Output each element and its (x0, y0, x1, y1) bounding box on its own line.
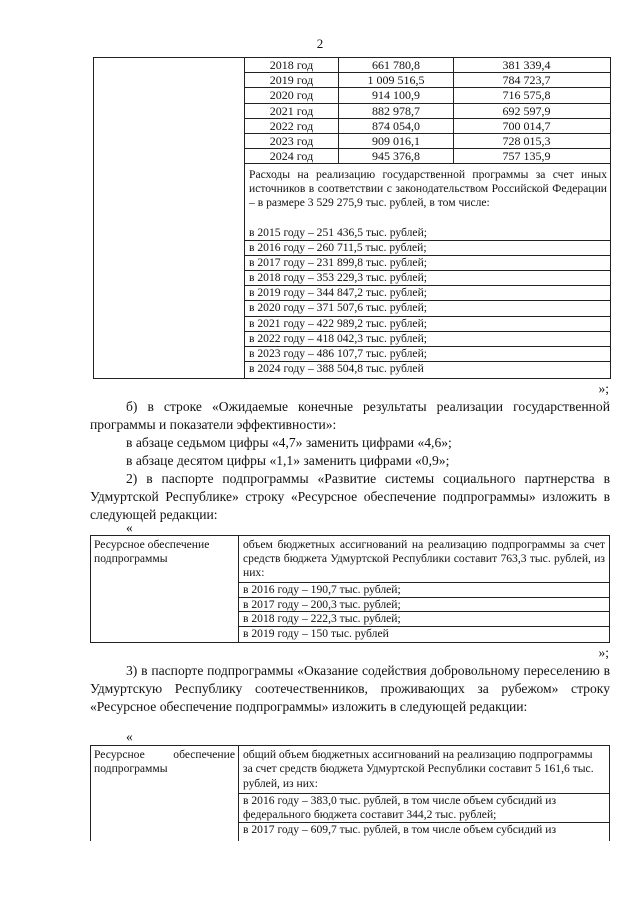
yearly-funding-rows (245, 58, 611, 164)
list-item: в 2017 году – 200,3 тыс. рублей; (239, 597, 609, 612)
row-label (91, 746, 239, 841)
table-row (245, 134, 611, 149)
list-item: в 2016 году – 190,7 тыс. рублей; (239, 582, 609, 597)
other-sources-list (245, 226, 611, 377)
year-cell: 2022 год (245, 119, 339, 133)
table-row (245, 73, 611, 88)
opening-quote: « (126, 520, 133, 535)
list-item: в 2017 году – 609,7 тыс. рублей, в том числе объем субсидий из (239, 822, 609, 837)
paragraph-3: 3) в паспорте подпрограммы «Оказание содействия добровольному переселению в Удмуртскую Республику соотечественников, проживающих за рубежом» строку «Ресурсное обеспечение подпрограммы» изложить в следующей редакции: (90, 663, 610, 714)
list-item: в 2023 году – 486 107,7 тыс. рублей; (245, 347, 611, 362)
closing-quote: »; (598, 645, 609, 660)
value-cell: 661 780,8 (339, 58, 454, 72)
year-cell: 2021 год (245, 104, 339, 118)
subprogram-resource-table-1 (90, 535, 610, 643)
resource-table-continuation (93, 57, 611, 379)
table-row (245, 88, 611, 103)
paragraph-b: б) в строке «Ожидаемые конечные результаты реализации государственной программы и показатели эффективности»: (90, 399, 610, 432)
value-cell: 757 135,9 (502, 149, 551, 164)
value-cell: 909 016,1 (339, 134, 454, 148)
value-cell: 716 575,8 (502, 88, 551, 103)
year-cell: 2023 год (245, 134, 339, 148)
page-number: 2 (316, 36, 324, 51)
paragraph-2: 2) в паспорте подпрограммы «Развитие системы социального партнерства в Удмуртской Республике» строку «Ресурсное обеспечение подпрограммы» изложить в следующей редакции: (90, 471, 610, 522)
list-item: в 2018 году – 353 229,3 тыс. рублей; (245, 271, 611, 286)
row-label: Ресурсное обеспечение подпрограммы (91, 536, 239, 642)
list-item: в 2021 году – 422 989,2 тыс. рублей; (245, 317, 611, 332)
value-cell: 945 376,8 (339, 149, 454, 163)
list-item: в 2022 году – 418 042,3 тыс. рублей; (245, 332, 611, 347)
funding-text: объем бюджетных ассигнований на реализацию подпрограммы за счет средств бюджета Удмуртской Республики составит 763,3 тыс. рублей, из них: (243, 538, 605, 579)
year-cell: 2018 год (245, 58, 339, 72)
list-item: в 2016 году – 383,0 тыс. рублей, в том числе объем субсидий из федерального бюджета составит 344,2 тыс. рублей; (239, 793, 609, 823)
value-cell: 874 054,0 (339, 119, 454, 133)
table-row (245, 104, 611, 119)
year-cell: 2024 год (245, 149, 339, 163)
year-cell: 2020 год (245, 88, 339, 102)
paragraph-b-item-2: в абзаце десятом цифры «1,1» заменить цифрами «0,9»; (126, 453, 450, 468)
list-item: в 2019 году – 150 тыс. рублей (239, 626, 609, 641)
table-row (245, 58, 611, 73)
opening-quote: « (126, 729, 133, 744)
subprogram-resource-table-2 (90, 745, 610, 841)
value-cell: 700 014,7 (502, 118, 551, 133)
label-column (94, 58, 245, 378)
list-item: в 2015 году – 251 436,5 тыс. рублей; (245, 226, 611, 241)
value-cell: 784 723,7 (502, 73, 551, 88)
list-item: в 2019 году – 344 847,2 тыс. рублей; (245, 286, 611, 301)
row-label-line-2: подпрограммы (94, 762, 168, 775)
value-cell: 882 978,7 (339, 104, 454, 118)
closing-quote: »; (598, 381, 609, 396)
row-label-line-1: Ресурсное обеспечение (94, 748, 235, 761)
list-item: в 2018 году – 222,3 тыс. рублей; (239, 611, 609, 626)
value-cell: 1 009 516,5 (339, 73, 454, 87)
row-content (239, 536, 609, 640)
row-content (239, 746, 609, 838)
value-cell: 914 100,9 (339, 88, 454, 102)
list-item: в 2017 году – 231 899,8 тыс. рублей; (245, 256, 611, 271)
table-row (245, 149, 611, 164)
funding-text: общий объем бюджетных ассигнований на реализацию подпрограммы за счет средств бюджета Удмуртской Республики составит 5 161,6 тыс. рублей, из них: (243, 748, 594, 790)
table-row (245, 119, 611, 134)
list-item: в 2024 году – 388 504,8 тыс. рублей (249, 361, 424, 375)
value-cell: 692 597,9 (502, 103, 551, 118)
list-item: в 2016 году – 260 711,5 тыс. рублей; (245, 241, 611, 256)
value-cell: 381 339,4 (502, 58, 551, 72)
list-item: в 2020 году – 371 507,6 тыс. рублей; (245, 301, 611, 316)
value-cell: 728 015,3 (502, 133, 551, 148)
paragraph-b-item-1: в абзаце седьмом цифры «4,7» заменить цифрами «4,6»; (126, 435, 452, 450)
other-sources-text: Расходы на реализацию государственной программы за счет иных источников в соответствии с законодательством Российской Федерации – в размере 3 529 275,9 тыс. рублей, в том числе: (249, 168, 607, 210)
year-cell: 2019 год (245, 73, 339, 87)
